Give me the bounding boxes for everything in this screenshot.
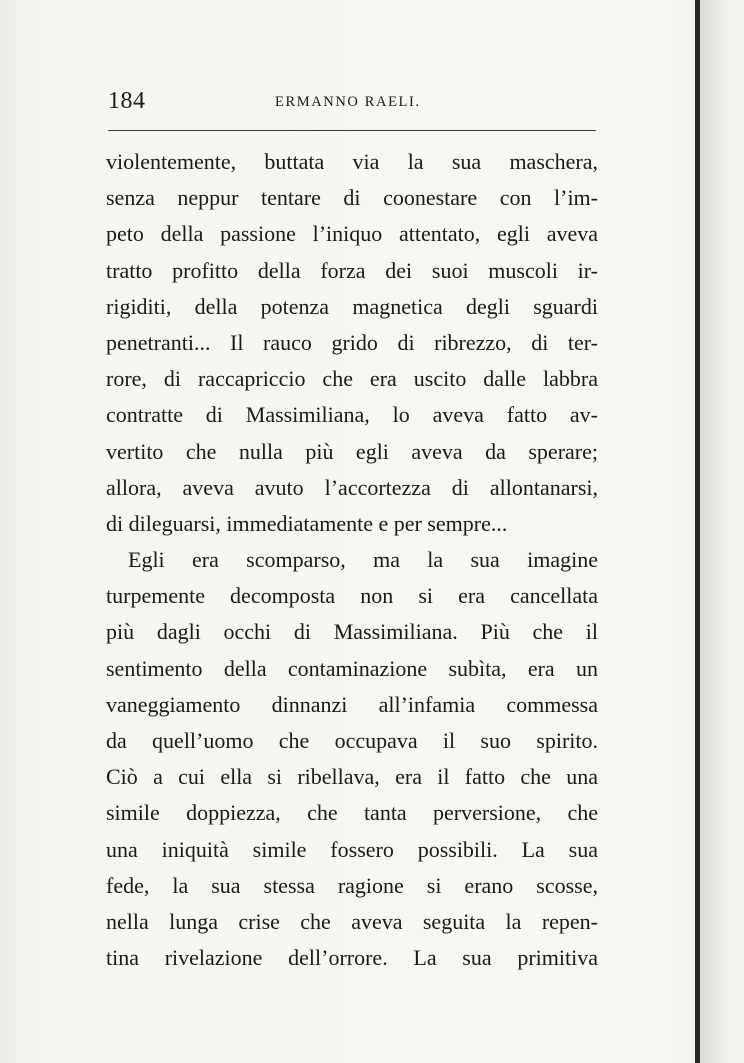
text-line: peto della passione l’iniquo attentato, egli aveva xyxy=(106,221,598,247)
text-line: contratte di Massimiliana, lo aveva fatto av- xyxy=(106,402,598,428)
text-line: penetranti... Il rauco grido di ribrezzo, di ter- xyxy=(106,329,598,355)
text-line: simile doppiezza, che tanta perversione, che xyxy=(106,800,598,826)
body-text xyxy=(106,144,598,976)
text-line: tratto profitto della forza dei suoi muscoli ir- xyxy=(106,257,598,283)
text-line: una iniquità simile fossero possibili. La sua xyxy=(106,836,598,862)
page-header xyxy=(108,88,596,118)
text-line: vaneggiamento dinnanzi all’infamia commessa xyxy=(106,691,598,717)
text-line: fede, la sua stessa ragione si erano scosse, xyxy=(106,872,598,898)
text-line: violentemente, buttata via la sua maschera, xyxy=(106,149,598,174)
header-rule xyxy=(108,130,596,131)
text-line: nella lunga crise che aveva seguita la repen- xyxy=(106,908,598,934)
text-line: di dileguarsi, immediatamente e per sempre... xyxy=(106,510,508,536)
running-head: ERMANNO RAELI. xyxy=(275,94,421,110)
text-line: sentimento della contaminazione subìta, era un xyxy=(106,655,598,681)
text-line: vertito che nulla più egli aveva da sperare; xyxy=(106,438,598,464)
text-line: più dagli occhi di Massimiliana. Più che il xyxy=(106,619,598,645)
text-line: tina rivelazione dell’orrore. La sua primitiva xyxy=(106,945,598,971)
page-edge-shadow xyxy=(700,0,744,1063)
text-line: Egli era scomparso, ma la sua imagine xyxy=(128,547,598,573)
text-line: Ciò a cui ella si ribellava, era il fatto che una xyxy=(106,764,598,790)
text-line: senza neppur tentare di coonestare con l’im- xyxy=(106,185,598,211)
text-line: turpemente decomposta non si era cancellata xyxy=(106,583,598,609)
text-line: rore, di raccapriccio che era uscito dalle labbra xyxy=(106,366,598,392)
text-line: allora, aveva avuto l’accortezza di allontanarsi, xyxy=(106,474,598,500)
text-line: da quell’uomo che occupava il suo spirito. xyxy=(106,728,598,753)
text-line: rigiditi, della potenza magnetica degli sguardi xyxy=(106,293,598,319)
page-binding-edge xyxy=(695,0,700,1063)
page-number: 184 xyxy=(108,88,146,114)
